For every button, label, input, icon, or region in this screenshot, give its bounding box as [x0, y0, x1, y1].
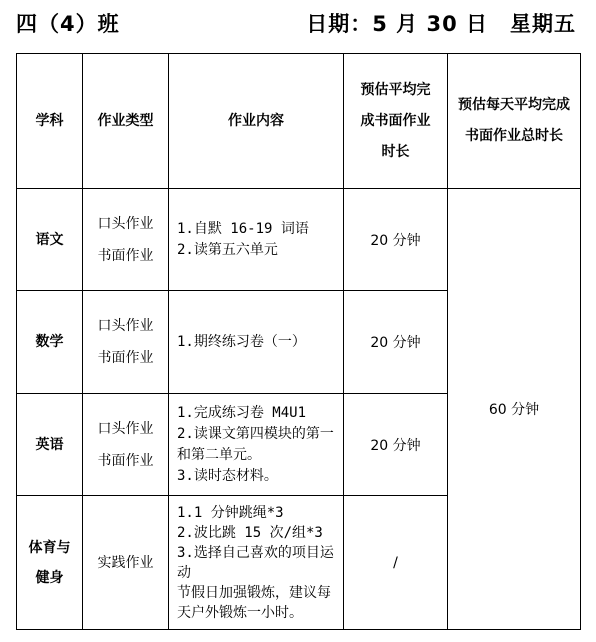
content-line: 1.自默 16-19 词语	[177, 220, 309, 237]
date-line	[306, 8, 576, 38]
subject-cell: 语文	[17, 189, 83, 291]
content-cell	[169, 496, 344, 630]
content-line: 动	[177, 564, 191, 581]
type-line: 口头作业	[97, 215, 154, 232]
time-cell: 20 分钟	[344, 189, 448, 291]
type-line: 书面作业	[97, 247, 154, 264]
content-cell	[169, 189, 344, 291]
subject-line: 体育与	[28, 539, 71, 556]
type-cell	[83, 496, 169, 630]
weekday: 星期五	[510, 12, 576, 36]
content-line: 天户外锻炼一小时。	[177, 604, 303, 621]
col-type: 作业类型	[83, 54, 169, 189]
content-line: 1.期终练习卷（一）	[177, 333, 306, 350]
content-line: 1.1 分钟跳绳*3	[177, 504, 284, 521]
col-total	[448, 54, 581, 189]
content-cell	[169, 291, 344, 394]
col-time-line2: 成书面作业	[360, 112, 431, 129]
content-line: 1.完成练习卷 M4U1	[177, 404, 307, 421]
content-line: 3.读时态材料。	[177, 467, 278, 484]
type-cell	[83, 394, 169, 496]
content-line: 和第二单元。	[177, 446, 261, 463]
type-line: 书面作业	[97, 350, 154, 366]
subject-cell: 数学	[17, 291, 83, 394]
total-time-cell: 60 分钟	[448, 189, 581, 630]
subject-cell: 英语	[17, 394, 83, 496]
page-header	[0, 8, 596, 40]
type-line: 书面作业	[97, 452, 154, 469]
content-line: 2.读第五六单元	[177, 241, 278, 258]
time-cell: 20 分钟	[344, 394, 448, 496]
type-line: 实践作业	[97, 554, 154, 571]
header-row	[17, 54, 581, 189]
content-line: 2.读课文第四模块的第一	[177, 425, 334, 442]
col-time	[344, 54, 448, 189]
content-line: 3.选择自己喜欢的项目运	[177, 544, 334, 561]
col-total-line1: 预估每天平均完成	[458, 97, 570, 113]
type-line: 口头作业	[97, 318, 154, 334]
subject-line: 健身	[35, 569, 64, 586]
col-subject: 学科	[17, 54, 83, 189]
content-line: 节假日加强锻炼，建议每	[177, 584, 331, 601]
time-cell: 20 分钟	[344, 291, 448, 394]
col-content: 作业内容	[169, 54, 344, 189]
date: 日期：5 月 30 日	[306, 12, 488, 36]
subject-cell	[17, 496, 83, 630]
col-time-line3: 时长	[381, 143, 410, 160]
class-name: 四（4）班	[16, 12, 120, 36]
table-row	[17, 189, 581, 291]
content-line: 2.波比跳 15 次/组*3	[177, 524, 323, 541]
type-line: 口头作业	[97, 420, 154, 437]
col-total-line2: 书面作业总时长	[465, 128, 563, 144]
homework-table	[16, 53, 581, 630]
col-time-line1: 预估平均完	[360, 81, 431, 98]
time-cell: /	[344, 496, 448, 630]
type-cell	[83, 189, 169, 291]
type-cell	[83, 291, 169, 394]
content-cell	[169, 394, 344, 496]
